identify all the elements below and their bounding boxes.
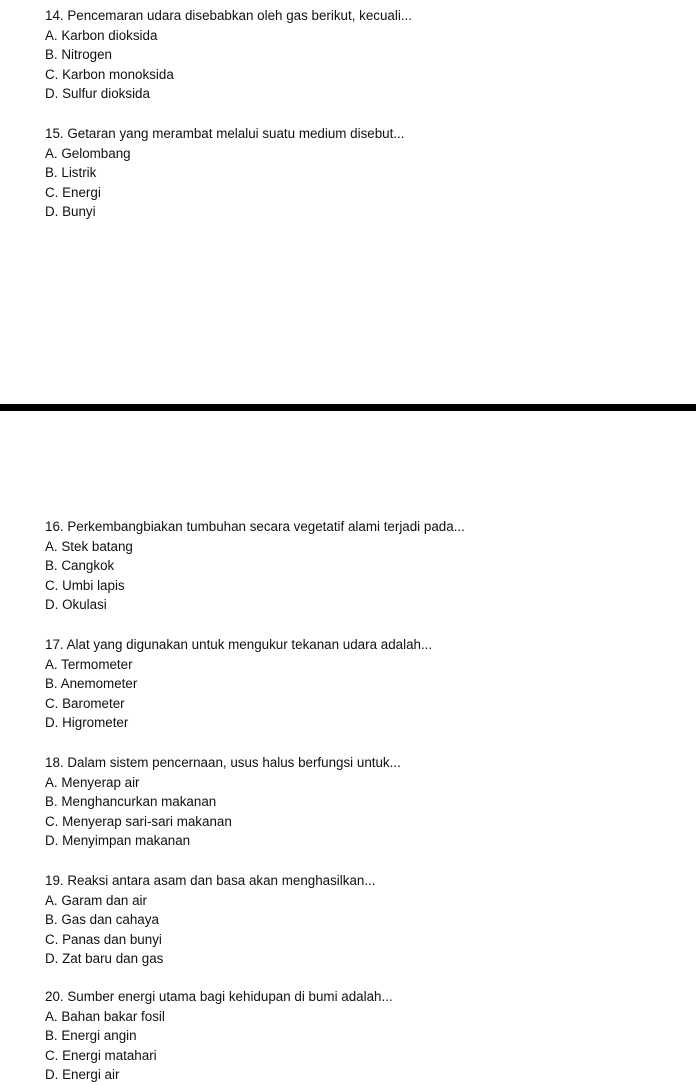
question-text: 17. Alat yang digunakan untuk mengukur tekanan udara adalah... xyxy=(45,637,433,652)
question-text: 18. Dalam sistem pencernaan, usus halus berfungsi untuk... xyxy=(45,755,401,770)
question-text: 15. Getaran yang merambat melalui suatu medium disebut... xyxy=(45,126,405,141)
option-b: B. Menghancurkan makanan xyxy=(45,794,217,810)
option-c: C. Barometer xyxy=(45,695,125,711)
question-text: 16. Perkembangbiakan tumbuhan secara vegetatif alami terjadi pada... xyxy=(45,519,465,534)
option-b: B. Nitrogen xyxy=(45,47,112,63)
option-c: C. Panas dan bunyi xyxy=(45,931,162,947)
option-d: D. Zat baru dan gas xyxy=(45,951,164,967)
option-b: B. Listrik xyxy=(45,165,97,181)
option-a: A. Stek batang xyxy=(45,538,133,554)
question-14 xyxy=(45,6,685,104)
option-d: D. Energi air xyxy=(45,1067,120,1083)
option-b: B. Energi angin xyxy=(45,1028,137,1044)
option-a: A. Termometer xyxy=(45,656,133,672)
option-d: D. Okulasi xyxy=(45,597,107,613)
question-text: 14. Pencemaran udara disebabkan oleh gas berikut, kecuali... xyxy=(45,8,412,23)
option-a: A. Gelombang xyxy=(45,145,131,161)
option-d: D. Higrometer xyxy=(45,715,129,731)
option-c: C. Energi xyxy=(45,184,101,200)
question-17 xyxy=(45,635,685,733)
question-19 xyxy=(45,871,685,969)
question-20 xyxy=(45,987,685,1085)
option-d: D. Sulfur dioksida xyxy=(45,86,150,102)
option-a: A. Bahan bakar fosil xyxy=(45,1008,165,1024)
option-a: A. Karbon dioksida xyxy=(45,27,158,43)
option-c: C. Umbi lapis xyxy=(45,577,125,593)
option-b: B. Anemometer xyxy=(45,676,138,692)
option-c: C. Energi matahari xyxy=(45,1047,157,1063)
option-a: A. Menyerap air xyxy=(45,774,140,790)
question-text: 19. Reaksi antara asam dan basa akan menghasilkan... xyxy=(45,873,376,888)
option-b: B. Cangkok xyxy=(45,558,115,574)
option-a: A. Garam dan air xyxy=(45,892,147,908)
question-16 xyxy=(45,517,685,615)
option-d: D. Menyimpan makanan xyxy=(45,833,191,849)
question-text: 20. Sumber energi utama bagi kehidupan di bumi adalah... xyxy=(45,989,393,1004)
question-15 xyxy=(45,124,685,222)
option-d: D. Bunyi xyxy=(45,204,96,220)
option-b: B. Gas dan cahaya xyxy=(45,912,159,928)
option-c: C. Karbon monoksida xyxy=(45,66,174,82)
option-c: C. Menyerap sari-sari makanan xyxy=(45,813,232,829)
page-divider xyxy=(0,404,696,411)
question-18 xyxy=(45,753,685,851)
